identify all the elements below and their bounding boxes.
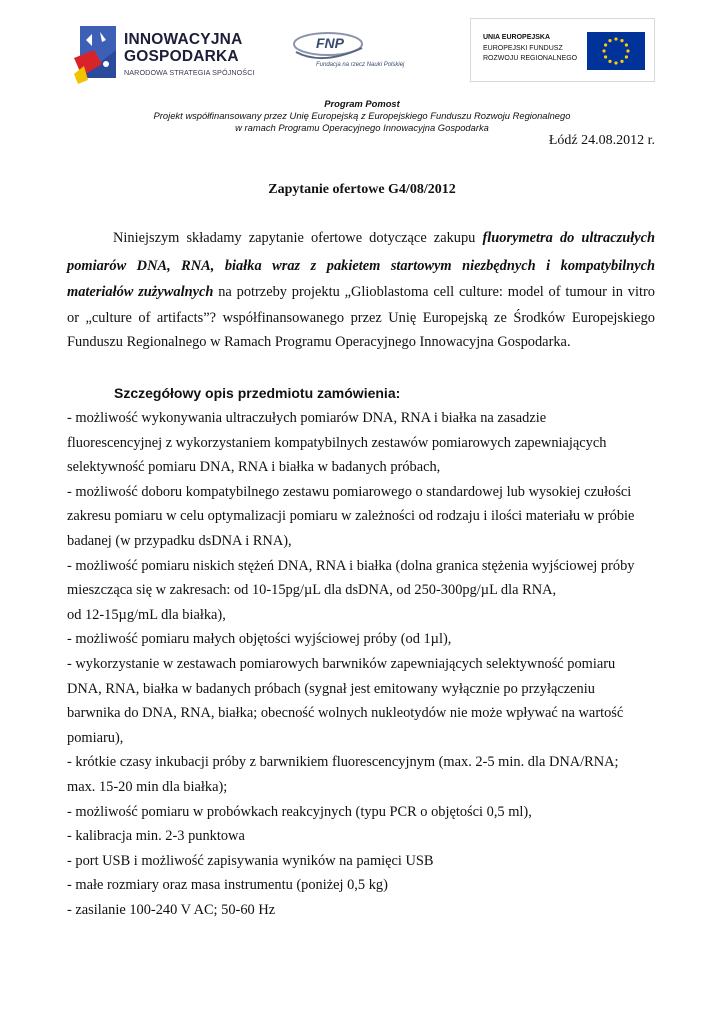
fnp-name: FNP (316, 35, 344, 51)
spec-line: od 12-15µg/mL dla białka), (67, 606, 226, 623)
intro-text: na potrzeby projektu „Glioblastoma cell culture: model of tumour in vitro (218, 284, 655, 300)
document-title: Zapytanie ofertowe G4/08/2012 (268, 182, 456, 197)
intro-line-5: Funduszu Regionalnego w Ramach Programu Operacyjnego Innowacyjna Gospodarka. (67, 334, 571, 350)
ig-logo-line3: NARODOWA STRATEGIA SPÓJNOŚCI (124, 68, 255, 77)
program-line2: w ramach Programu Operacyjnego Innowacyjna Gospodarka (235, 122, 489, 133)
spec-line: - zasilanie 100-240 V AC; 50-60 Hz (67, 902, 276, 918)
intro-bold-text: materiałów zużywalnych (67, 284, 214, 300)
ue-logo-line3: ROZWOJU REGIONALNEGO (483, 55, 578, 62)
spec-line: badanej (w przypadku dsDNA i RNA), (67, 533, 292, 549)
spec-line: DNA, RNA, białka w badanych próbach (sygnał jest emitowany wyłącznie po przyłączeniu (67, 680, 595, 697)
ig-logo-line2: GOSPODARKA (124, 48, 239, 65)
spec-heading: Szczegółowy opis przedmiotu zamówienia: (114, 385, 401, 401)
spec-line: pomiaru), (67, 729, 124, 746)
spec-line: selektywność pomiaru DNA, RNA i białka w badanych próbach, (67, 459, 441, 476)
spec-line: max. 15-20 min dla białka); (67, 779, 228, 795)
spec-line: - możliwość wykonywania ultraczułych pomiarów DNA, RNA i białka na zasadzie (67, 410, 547, 426)
spec-line: - możliwość pomiaru niskich stężeń DNA, RNA i białka (dolna granica stężenia wyjściowej próby (67, 557, 635, 574)
program-title: Program Pomost (324, 98, 400, 109)
spec-line: zakresu pomiaru w celu optymalizacji pomiaru w zależności od rodzaju i ilości materiału w próbie (67, 508, 635, 525)
document-date: Łódź 24.08.2012 r. (548, 133, 655, 148)
intro-bold-text: fluorymetra do ultraczułych (482, 230, 655, 246)
program-line1: Projekt współfinansowany przez Unię Europejską z Europejskiego Funduszu Rozwoju Regionalnego (153, 110, 571, 121)
intro-line-1 (113, 230, 655, 247)
intro-line-4: or „culture of artifacts”? współfinansowanego przez Unię Europejską ze Środków Europejskiego (67, 310, 655, 326)
ig-emblem-icon (72, 20, 118, 86)
spec-line: mieszcząca się w zakresach: od 10-15pg/µL dla dsDNA, od 250-300pg/µL dla RNA, (67, 582, 557, 599)
spec-line: barwnika do DNA, RNA, białka; obecność wolnych nukleotydów nie może wpływać na wartość (67, 705, 624, 722)
intro-text: Niniejszym składamy zapytanie ofertowe dotyczące zakupu (113, 230, 476, 246)
spec-line: - możliwość doboru kompatybilnego zestawu pomiarowego o standardowej lub wysokiej czułości (67, 483, 632, 500)
ue-logo-line2: EUROPEJSKI FUNDUSZ (483, 45, 563, 52)
spec-line: - krótkie czasy inkubacji próby z barwnikiem fluorescencyjnym (max. 2-5 min. dla DNA/RNA; (67, 754, 619, 771)
spec-line: - wykorzystanie w zestawach pomiarowych barwników zapewniających selektywność pomiaru (67, 656, 616, 672)
intro-line-3 (67, 284, 655, 301)
spec-line: fluorescencyjnej z wykorzystaniem kompatybilnych zestawów pomiarowych zapewniających (67, 434, 607, 451)
fnp-subtitle: Fundacja na rzecz Nauki Polskiej (316, 62, 405, 68)
ue-logo-line1: UNIA EUROPEJSKA (483, 34, 551, 41)
intro-line-2: pomiarów DNA, RNA, białka wraz z pakietem startowym niezbędnych i kompatybilnych (67, 258, 655, 274)
innowacyjna-gospodarka-logo (72, 18, 272, 88)
ig-logo-line1: INNOWACYJNA (124, 31, 243, 48)
spec-line: - małe rozmiary oraz masa instrumentu (poniżej 0,5 kg) (67, 877, 388, 894)
eu-flag-icon (587, 32, 645, 70)
spec-line: - kalibracja min. 2-3 punktowa (67, 828, 245, 845)
eu-fund-logo (470, 18, 655, 82)
spec-line: - port USB i możliwość zapisywania wyników na pamięci USB (67, 852, 434, 869)
spec-line: - możliwość pomiaru w probówkach reakcyjnych (typu PCR o objętości 0,5 ml), (67, 803, 532, 820)
spec-line: - możliwość pomiaru małych objętości wyjściowej próby (od 1µl), (67, 631, 452, 648)
fnp-logo (292, 30, 432, 76)
